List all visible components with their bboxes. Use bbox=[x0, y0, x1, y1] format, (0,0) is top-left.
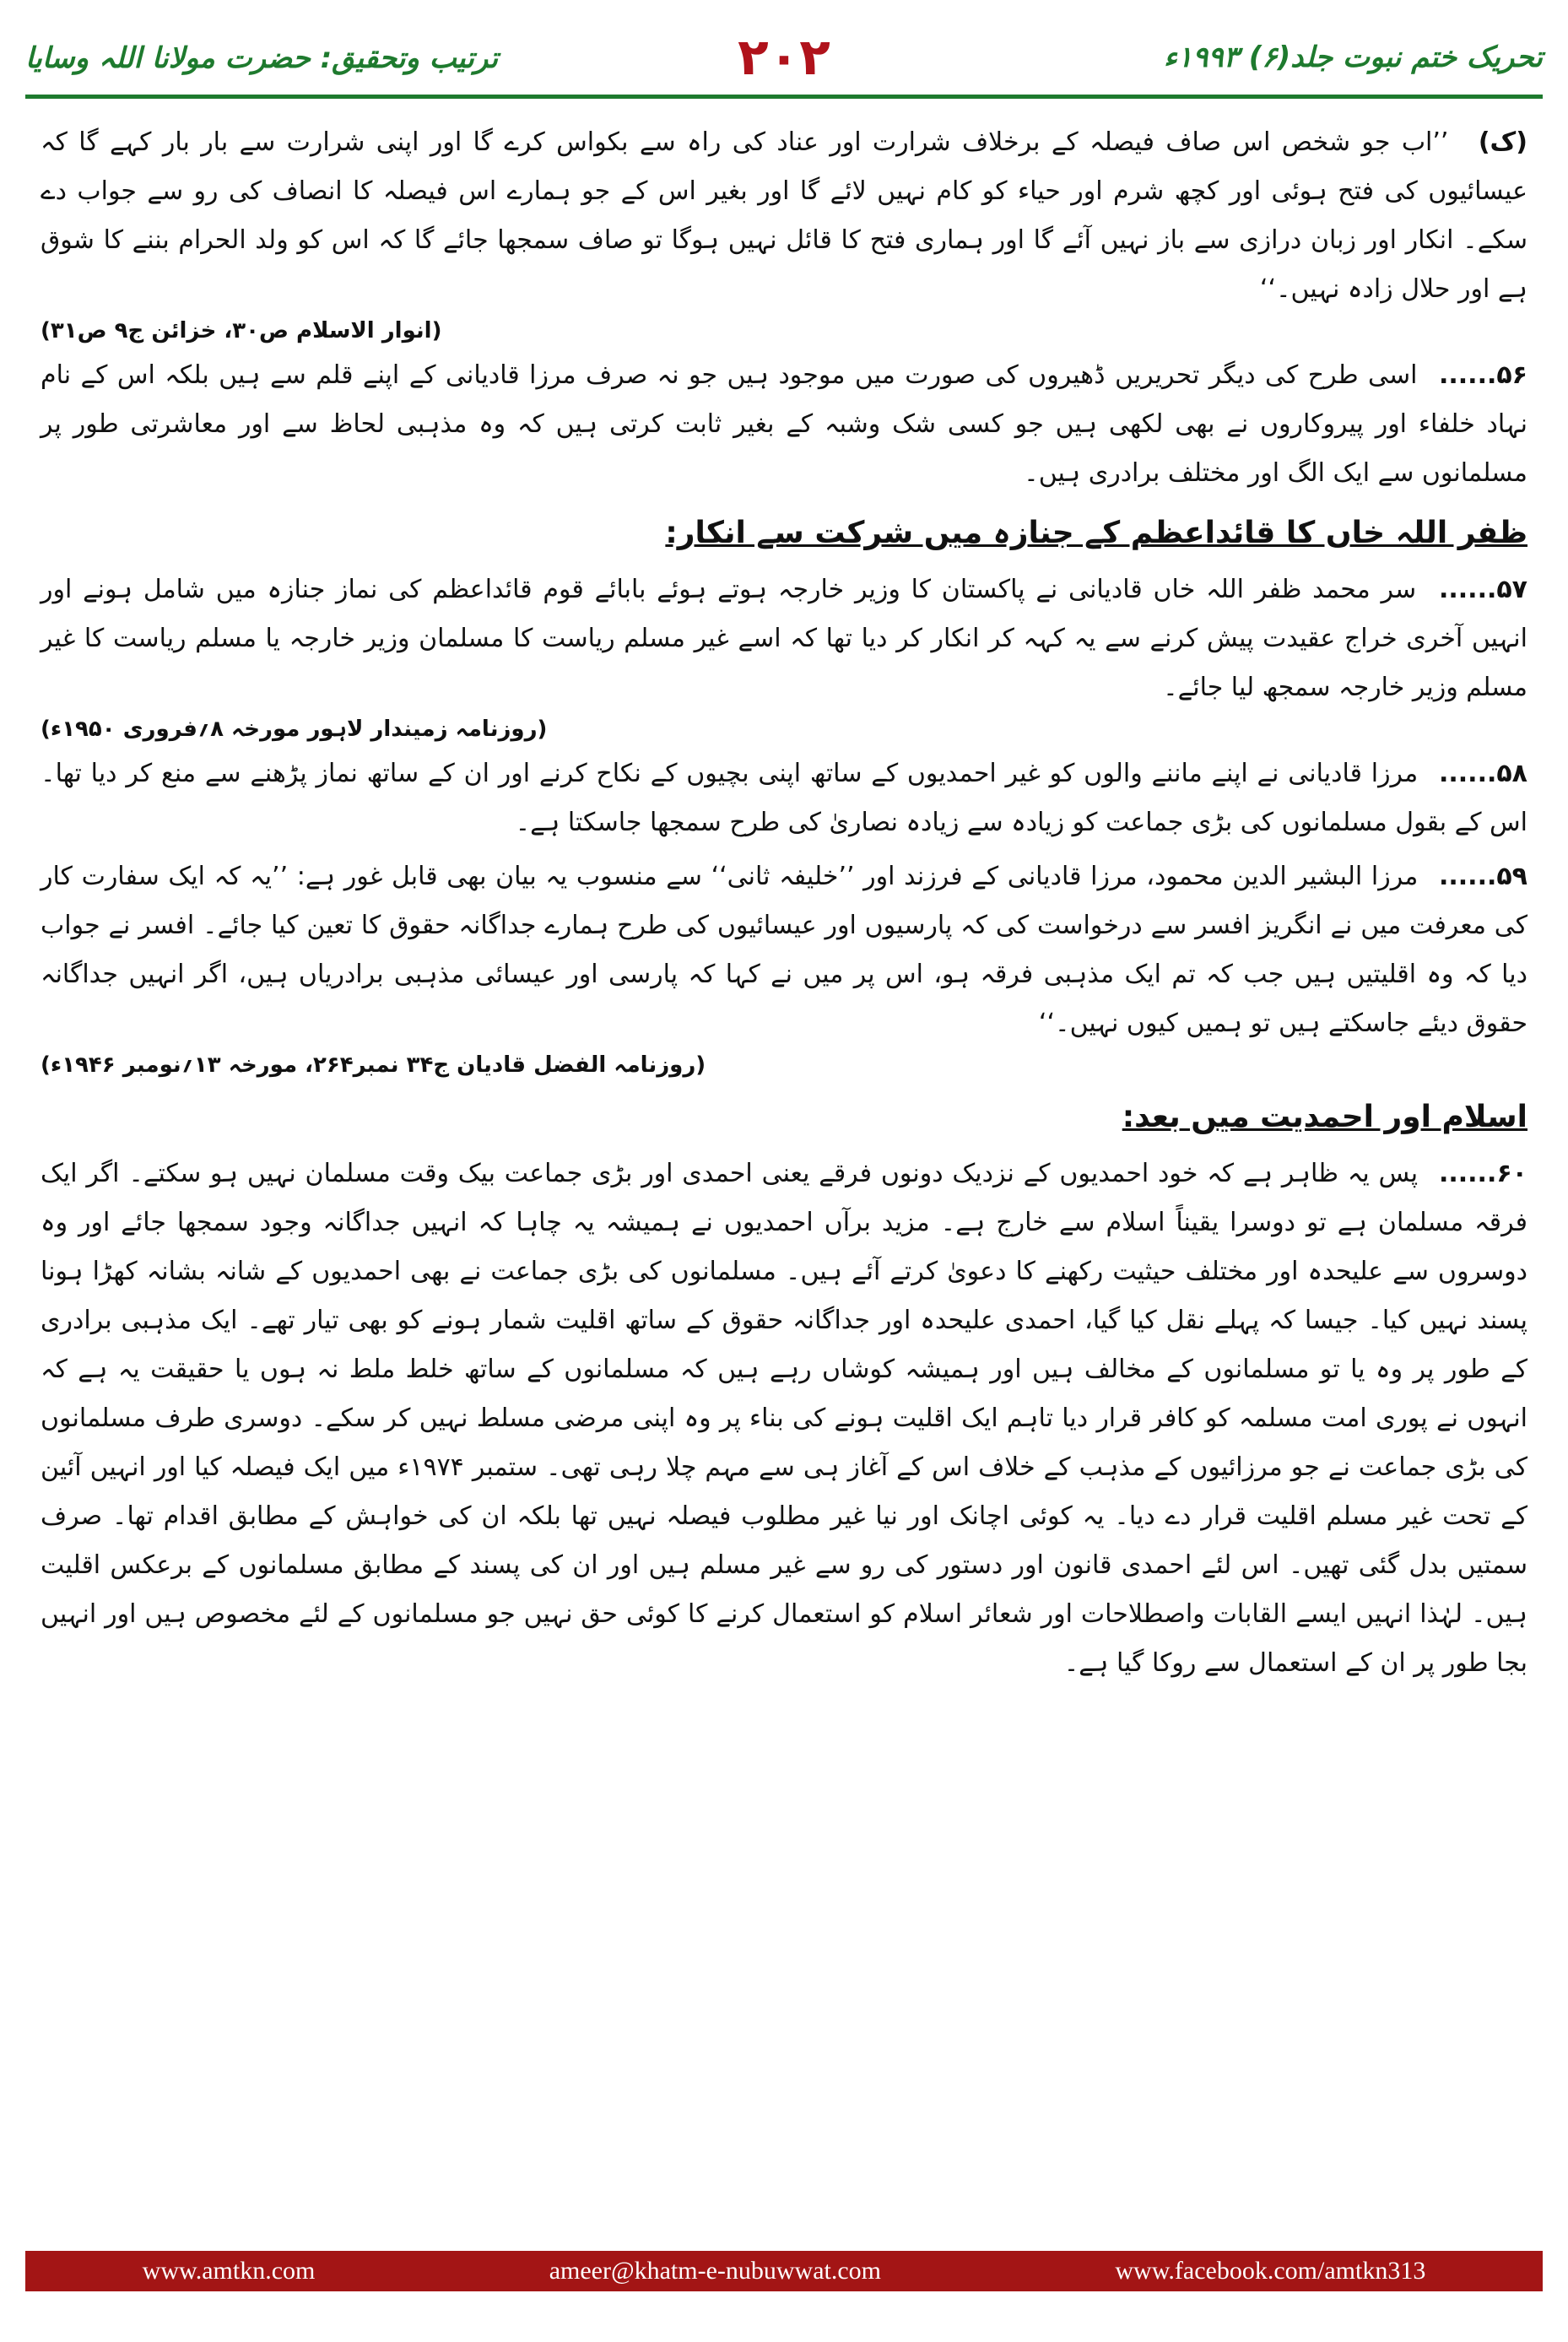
footer-website-link[interactable]: www.amtkn.com bbox=[142, 2257, 316, 2285]
header-compiler: ترتیب وتحقیق: حضرت مولانا اللہ وسایا bbox=[25, 41, 499, 75]
reference-citation: (روزنامہ الفضل قادیان ج۳۴ نمبر۲۶۴، مورخہ ۱۳؍نومبر ۱۹۴۶ء) bbox=[41, 1052, 706, 1078]
section-heading-islam-ahmadiyya: اسلام اور احمدیت میں بعد: bbox=[1122, 1100, 1527, 1134]
paragraph-text: ’’اب جو شخص اس صاف فیصلہ کے برخلاف شرارت اور عناد کی راہ سے بکواس کرے گا اور اپنی شرارت سے بار بار کہے گا کہ عیسائیوں کی فتح ہوئی اور کچھ شرم اور حیاء کو کام نہیں لائے گا اور بغیر اس کے جو ہمارے اس فیصلہ کا انصاف کی رو سے جواب دے سکے۔ انکار اور زبان درازی سے باز نہیں آئے گا اور ہماری فتح کا قائل نہیں ہوگا تو صاف سمجھا جائے گا کہ اس کو ولد الحرام بننے کا شوق ہے اور حلال زادہ نہیں۔‘‘ bbox=[41, 127, 1527, 304]
paragraph-number: ۵۸...... bbox=[1438, 759, 1527, 788]
header-book-title: تحریک ختم نبوت جلد(۶) ۱۹۹۳ء bbox=[1163, 41, 1543, 74]
paragraph-text: سر محمد ظفر اللہ خاں قادیانی نے پاکستان کا وزیر خارجہ ہوتے ہوئے بابائے قوم قائداعظم کی نماز جنازہ میں شامل ہونے اور انہیں آخری خراج عقیدت پیش کرنے سے یہ کہہ کر انکار کر دیا تھا کہ اسے غیر مسلم ریاست کا مسلمان وزیر خارجہ یا مسلم ریاست کا غیر مسلم وزیر خارجہ سمجھ لیا جائے۔ bbox=[41, 575, 1527, 702]
paragraph-58 bbox=[41, 749, 1527, 847]
reference-citation: (روزنامہ زمیندار لاہور مورخہ ۸؍فروری ۱۹۵۰ء) bbox=[41, 717, 548, 742]
paragraph-number: ۵۷...... bbox=[1438, 575, 1527, 604]
footer-email-link[interactable]: ameer@khatm-e-nubuwwat.com bbox=[549, 2257, 882, 2285]
page-header bbox=[25, 24, 1543, 91]
page-number: ۲۰۲ bbox=[738, 28, 830, 87]
paragraph-59 bbox=[41, 852, 1527, 1048]
paragraph-number: ۵۶...... bbox=[1438, 360, 1527, 390]
paragraph-label: (ک) bbox=[1478, 127, 1527, 157]
paragraph-text: اسی طرح کی دیگر تحریریں ڈھیروں کی صورت میں موجود ہیں جو نہ صرف مرزا قادیانی کے اپنے قلم سے ہیں بلکہ اس کے نام نہاد خلفاء اور پیروکاروں نے بھی لکھی ہیں جو کسی شک وشبہ کے بغیر ثابت کرتی ہیں کہ وہ مذہبی لحاظ سے اور معاشرتی طور پر مسلمانوں سے ایک الگ اور مختلف برادری ہیں۔ bbox=[41, 360, 1527, 488]
paragraph-text: مرزا البشیر الدین محمود، مرزا قادیانی کے فرزند اور ’’خلیفہ ثانی‘‘ سے منسوب یہ بیان بھی قابل غور ہے: ’’یہ کہ ایک سفارت کار کی معرفت میں نے انگریز افسر سے درخواست کی کہ پارسیوں اور عیسائیوں کی طرح ہمارے جداگانہ حقوق کا تعین کیا جائے۔ افسر نے جواب دیا کہ وہ اقلیتیں ہیں جب کہ تم ایک مذہبی فرقہ ہو، اس پر میں نے کہا کہ پارسی اور عیسائی مذہبی برادریاں ہیں، اگر انہیں جداگانہ حقوق دیئے جاسکتے ہیں تو ہمیں کیوں نہیں۔‘‘ bbox=[41, 862, 1527, 1038]
paragraph-text: مرزا قادیانی نے اپنے ماننے والوں کو غیر احمدیوں کے ساتھ اپنی بچیوں کے نکاح کرنے اور ان کے ساتھ نماز پڑھنے سے منع کر دیا تھا۔ اس کے بقول مسلمانوں کی بڑی جماعت کو زیادہ سے زیادہ نصاریٰ کی طرح سمجھا جاسکتا ہے۔ bbox=[41, 759, 1527, 837]
page-footer bbox=[25, 2251, 1543, 2291]
paragraph-number: ۶۰...... bbox=[1438, 1159, 1527, 1188]
paragraph-text: پس یہ ظاہر ہے کہ خود احمدیوں کے نزدیک دونوں فرقے یعنی احمدی اور بڑی جماعت بیک وقت مسلمان نہیں ہو سکتے۔ اگر ایک فرقہ مسلمان ہے تو دوسرا یقیناً اسلام سے خارج ہے۔ مزید برآں احمدیوں نے ہمیشہ یہ چاہا کہ انہیں جداگانہ وجود سمجھا جائے اور وہ دوسروں سے علیحدہ اور مختلف حیثیت رکھنے کا دعویٰ کرتے آئے ہیں۔ مسلمانوں کی بڑی جماعت نے بھی احمدیوں کے شانہ بشانہ کھڑا ہونا پسند نہیں کیا۔ جیسا کہ پہلے نقل کیا گیا، احمدی علیحدہ اور جداگانہ حقوق کے ساتھ اقلیت شمار ہونے کو بھی تیار تھے۔ ایک مذہبی برادری کے طور پر وہ یا تو مسلمانوں کے مخالف ہیں اور ہمیشہ کوشاں رہے ہیں کہ مسلمانوں کے ساتھ خلط ملط نہ ہوں یا حقیقت یہ ہے کہ انہوں نے پوری امت مسلمہ کو کافر قرار دیا تاہم ایک اقلیت ہونے کی بناء پر وہ اپنی مرضی مسلط نہیں کر سکے۔ دوسری طرف مسلمانوں کی بڑی جماعت نے جو مرزائیوں کے مذہب کے خلاف اس کے آغاز ہی سے مہم چلا رہی تھی۔ ستمبر ۱۹۷۴ء میں ایک فیصلہ کیا اور انہیں آئین کے تحت غیر مسلم اقلیت قرار دے دیا۔ یہ کوئی اچانک اور نیا غیر مطلوب فیصلہ نہیں تھا بلکہ ان کی خواہش کے مطابق اقدام تھا۔ صرف سمتیں بدل گئی تھیں۔ اس لئے احمدی قانون اور دستور کی رو سے غیر مسلم ہیں اور ان کی پسند کے مطابق مسلمانوں کے برعکس اقلیت ہیں۔ لہٰذا انہیں ایسے القابات واصطلاحات اور شعائر اسلام کو استعمال کرنے کا کوئی حق نہیں جو مسلمانوں کے لئے مخصوص ہیں اور انہیں بجا طور پر ان کے استعمال سے روکا گیا ہے۔ bbox=[41, 1159, 1527, 1678]
footer-facebook-link[interactable]: www.facebook.com/amtkn313 bbox=[1115, 2257, 1426, 2285]
paragraph-57 bbox=[41, 565, 1527, 712]
reference-citation: (انوار الاسلام ص۳۰، خزائن ج۹ ص۳۱) bbox=[41, 318, 442, 343]
header-divider bbox=[25, 95, 1543, 99]
paragraph-number: ۵۹...... bbox=[1438, 862, 1527, 891]
page-body bbox=[41, 118, 1527, 2207]
section-heading-zafrullah: ظفر اللہ خاں کا قائداعظم کے جنازہ میں شرکت سے انکار: bbox=[665, 516, 1527, 550]
paragraph-60 bbox=[41, 1149, 1527, 1688]
paragraph-k bbox=[41, 118, 1527, 314]
paragraph-56 bbox=[41, 351, 1527, 498]
